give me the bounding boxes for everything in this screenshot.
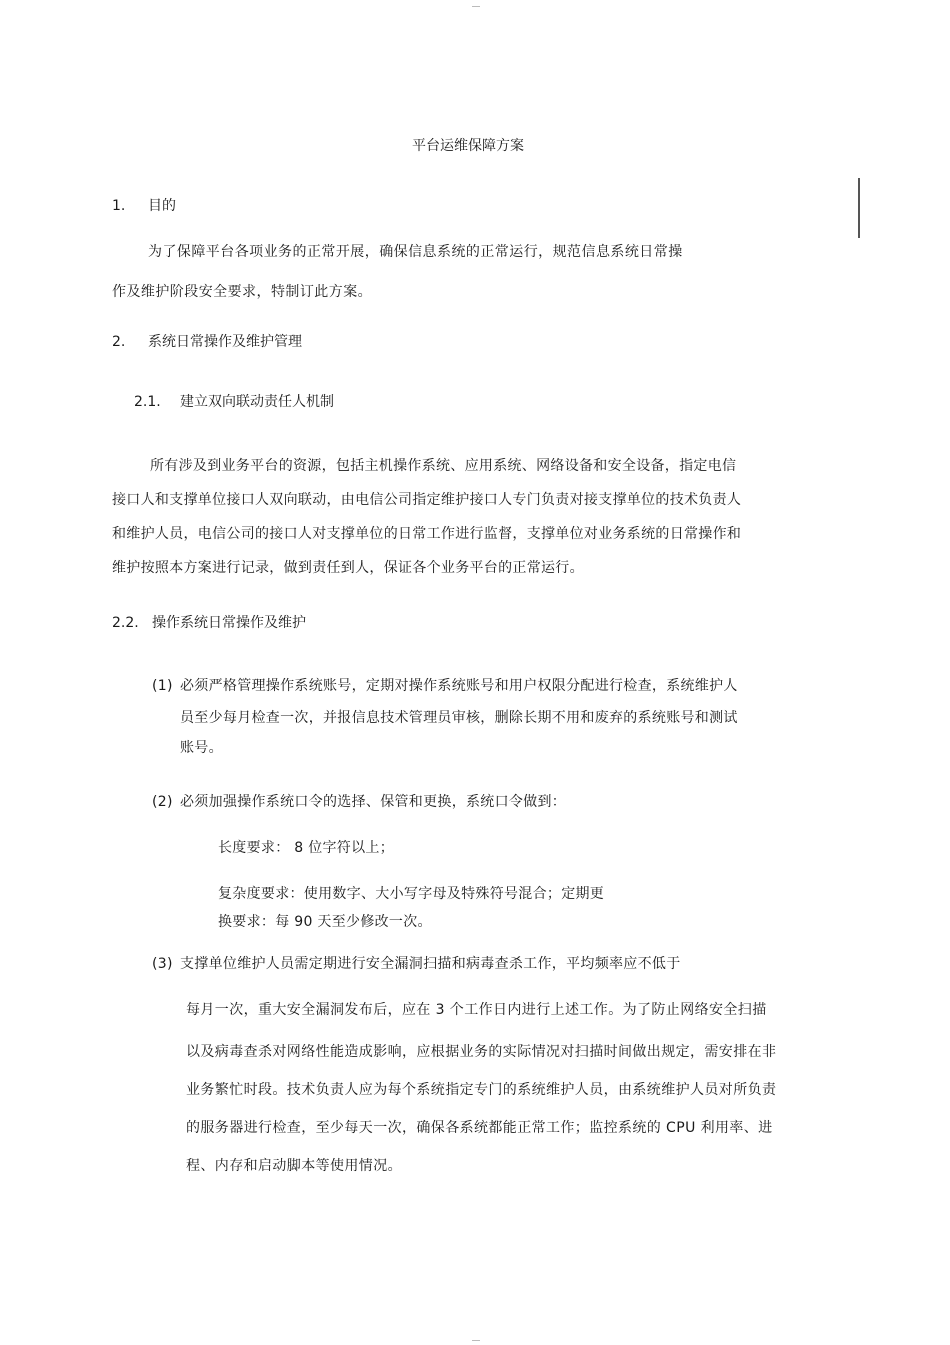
item-number: (2) (152, 794, 173, 810)
margin-bar (858, 178, 860, 238)
paragraph-line: 账号。 (180, 740, 223, 756)
section-title: 系统日常操作及维护管理 (148, 334, 302, 350)
section-number: 2.2. (112, 615, 139, 631)
paragraph-line: 所有涉及到业务平台的资源，包括主机操作系统、应用系统、网络设备和安全设备，指定电信 (150, 458, 737, 474)
section-number: 1. (112, 198, 126, 214)
section-2-2-heading (112, 613, 306, 633)
paragraph-line: 的服务器进行检查，至少每天一次，确保各系统都能正常工作；监控系统的 CPU 利用率、进 (186, 1120, 773, 1136)
item-text: 必须严格管理操作系统账号，定期对操作系统账号和用户权限分配进行检查，系统维护人 (180, 678, 738, 694)
section-1-heading (112, 196, 176, 216)
section-title: 目的 (148, 198, 176, 214)
section-2-1-heading (134, 392, 334, 412)
requirement-change: 换要求：每 90 天至少修改一次。 (218, 914, 432, 930)
footer-mark (472, 1340, 480, 1341)
section-2-heading (112, 332, 302, 352)
list-item-1 (152, 676, 738, 696)
list-item-3 (152, 954, 681, 974)
paragraph-line: 业务繁忙时段。技术负责人应为每个系统指定专门的系统维护人员，由系统维护人员对所负责 (186, 1082, 777, 1098)
paragraph-line: 每月一次，重大安全漏洞发布后，应在 3 个工作日内进行上述工作。为了防止网络安全扫描 (186, 1002, 767, 1018)
paragraph-line: 以及病毒查杀对网络性能造成影响，应根据业务的实际情况对扫描时间做出规定，需安排在非 (186, 1044, 777, 1060)
paragraph-line: 和维护人员，电信公司的接口人对支撑单位的日常工作进行监督，支撑单位对业务系统的日常操作和 (112, 526, 742, 542)
section-title: 操作系统日常操作及维护 (152, 615, 306, 631)
section-1-para-line2: 作及维护阶段安全要求，特制订此方案。 (112, 284, 373, 300)
item-number: (3) (152, 956, 173, 972)
section-1-para-line1: 为了保障平台各项业务的正常开展，确保信息系统的正常运行，规范信息系统日常操 (148, 244, 683, 260)
paragraph-line: 程、内存和启动脚本等使用情况。 (186, 1158, 402, 1174)
paragraph-line: 接口人和支撑单位接口人双向联动，由电信公司指定维护接口人专门负责对接支撑单位的技术负责人 (112, 492, 742, 508)
list-item-2 (152, 792, 566, 812)
item-text: 必须加强操作系统口令的选择、保管和更换，系统口令做到： (180, 794, 567, 810)
section-number: 2.1. (134, 394, 161, 410)
item-number: (1) (152, 678, 173, 694)
item-text: 支撑单位维护人员需定期进行安全漏洞扫描和病毒查杀工作，平均频率应不低于 (180, 956, 681, 972)
requirement-complexity: 复杂度要求：使用数字、大小写字母及特殊符号混合；定期更 (218, 886, 605, 902)
page-title: 平台运维保障方案 (412, 138, 524, 154)
section-title: 建立双向联动责任人机制 (180, 394, 334, 410)
paragraph-line: 员至少每月检查一次，并报信息技术管理员审核，删除长期不用和废弃的系统账号和测试 (180, 710, 738, 726)
requirement-length: 长度要求： 8 位字符以上； (218, 840, 395, 856)
header-mark (472, 6, 480, 7)
section-number: 2. (112, 334, 126, 350)
paragraph-line: 维护按照本方案进行记录，做到责任到人，保证各个业务平台的正常运行。 (112, 560, 584, 576)
